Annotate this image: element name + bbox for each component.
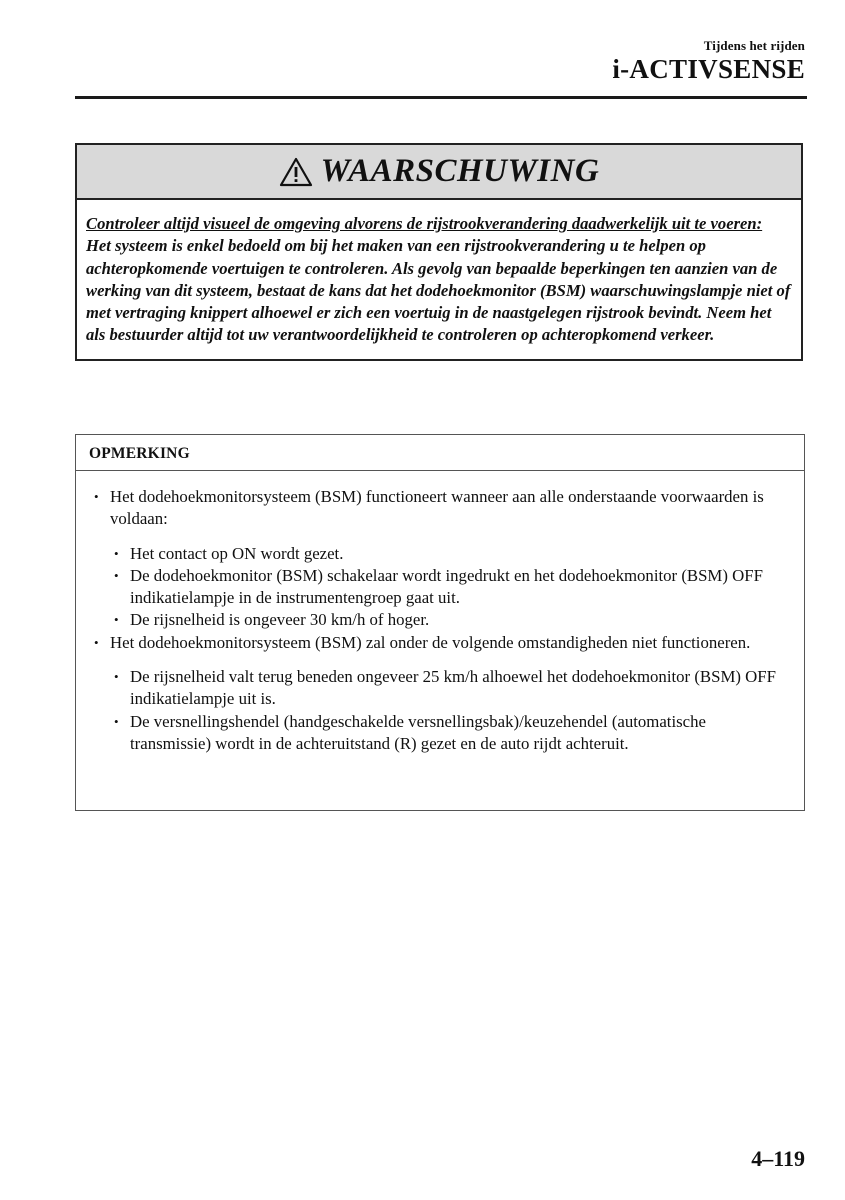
warning-title: WAARSCHUWING — [320, 153, 600, 189]
sub-item-text: De rijsnelheid is ongeveer 30 km/h of hoger. — [130, 610, 430, 630]
sub-item-text: De versnellingshendel (handgeschakelde versnellingsbak)/keuzehendel (automatische transmissie) wordt in de achteruitstand (R) gezet en de auto rijdt achteruit. — [130, 711, 706, 753]
sub-list — [91, 543, 784, 632]
note-title: OPMERKING — [76, 435, 804, 471]
bullet-icon: • — [114, 567, 119, 583]
warning-triangle-icon — [279, 157, 313, 187]
sub-item — [111, 666, 784, 711]
note-item-text: Het dodehoekmonitorsysteem (BSM) zal onder de volgende omstandigheden niet functioneren. — [110, 632, 751, 652]
note-item-text: Het dodehoekmonitorsysteem (BSM) functioneert wanneer aan alle onderstaande voorwaarden is voldaan: — [110, 487, 764, 529]
note-body — [76, 471, 804, 755]
warning-box — [75, 143, 803, 361]
sub-list — [91, 666, 784, 755]
warning-body — [77, 200, 801, 359]
page-number: 4–119 — [751, 1146, 805, 1171]
sub-item-text: De rijsnelheid valt terug beneden ongeveer 25 km/h alhoewel het dodehoekmonitor (BSM) OFF indikatielampje uit is. — [130, 667, 776, 709]
bullet-icon: • — [94, 634, 99, 650]
section-title: Tijdens het rijden — [703, 38, 805, 53]
bullet-icon: • — [114, 669, 119, 685]
header-divider — [75, 96, 807, 99]
note-item — [91, 486, 784, 531]
sub-item — [111, 609, 784, 631]
warning-header — [77, 145, 801, 200]
sub-item-text: De dodehoekmonitor (BSM) schakelaar wordt ingedrukt en het dodehoekmonitor (BSM) OFF indikatielampje in de instrumentengroep gaat uit. — [130, 565, 763, 608]
note-box — [75, 434, 805, 811]
chapter-title: i-ACTIVSENSE — [612, 54, 805, 84]
bullet-icon: • — [114, 545, 119, 561]
sub-item — [111, 543, 784, 565]
warning-text: Het systeem is enkel bedoeld om bij het maken van een rijstrookverandering u te helpen op achteropkomende voertuigen te controleren. Als gevolg van bepaalde beperkingen ten aanzien van de werking van dit systeem, bestaat de kans dat het dodehoekmonitor (BSM) waarschuwingslampje niet of met vertraging knippert alhoewel er zich een voertuig in de naastgelegen rijstrook bevindt. Neem het als bestuurder altijd tot uw verantwoordelijkheid te controleren op achteropkomend verkeer. — [86, 236, 791, 345]
note-item — [91, 632, 784, 654]
bullet-icon: • — [94, 489, 99, 504]
bullet-icon: • — [114, 713, 119, 729]
sub-item — [111, 565, 784, 610]
sub-item — [111, 711, 784, 756]
warning-lead-text: Controleer altijd visueel de omgeving alvorens de rijstrookverandering daadwerkelijk uit te voeren: — [86, 214, 763, 233]
sub-item-text: Het contact op ON wordt gezet. — [130, 543, 344, 563]
bullet-icon: • — [114, 612, 119, 628]
